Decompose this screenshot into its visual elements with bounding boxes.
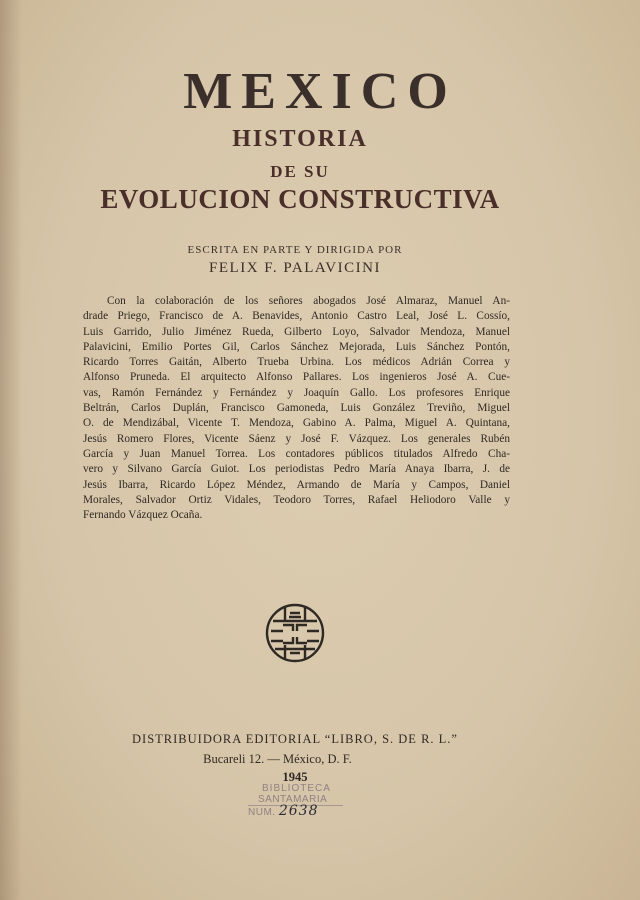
title-line-de-su: DE SU — [270, 162, 330, 181]
body-line: Con la colaboración de los señores abogados José Almaraz, Manuel An- — [107, 295, 510, 307]
stamp-number-row — [248, 803, 368, 819]
title-line-historia: HISTORIA — [232, 126, 368, 152]
stamp-handwritten-number: 2638 — [278, 803, 319, 819]
body-line: Ricardo Torres Gaitán, Alberto Trueba Urbina. Los médicos Adrián Correa y — [83, 356, 510, 369]
library-stamp — [248, 783, 368, 818]
body-line: vero y Silvano García Guiot. Los periodistas Pedro María Anaya Ibarra, J. de — [83, 463, 510, 476]
body-line: drade Priego, Francisco de A. Benavides, Antonio Castro Leal, José L. Cossío, — [83, 310, 510, 323]
body-line: Beltrán, Carlos Duplán, Francisco Gamoneda, Luis González Treviño, Miguel — [83, 402, 510, 415]
byline: ESCRITA EN PARTE Y DIRIGIDA POR — [187, 244, 403, 256]
publisher-address: Bucareli 12. — México, D. F. — [203, 752, 352, 766]
body-line: Jesús Ibarra, Ricardo López Méndez, Armando de María y Campos, Daniel — [83, 478, 510, 491]
author-name: FELIX F. PALAVICINI — [209, 260, 381, 276]
body-line: Fernando Vázquez Ocaña. — [83, 509, 203, 522]
title-main: MEXICO — [183, 63, 457, 120]
body-line: Alfonso Pruneda. El arquitecto Alfonso Pallares. Los ingenieros José A. Cue- — [83, 371, 510, 384]
publication-year: 1945 — [282, 770, 308, 784]
collaborators-paragraph — [83, 294, 510, 523]
stamp-line-santamaria: SANTAMARIA — [248, 794, 343, 806]
body-line: O. de Mendizábal, Vicente T. Mendoza, Gabino A. Palma, Miguel A. Quintana, — [83, 417, 510, 430]
body-line: Palavicini, Emilio Portes Gil, Carlos Sánchez Mejorada, Luis Sánchez Pontón, — [83, 340, 510, 353]
body-line: Luis Garrido, Julio Jiménez Rueda, Gilberto Loyo, Salvador Mendoza, Manuel — [83, 325, 510, 338]
body-line: Morales, Salvador Ortiz Vidales, Teodoro Torres, Rafael Heliodoro Valle y — [83, 493, 510, 506]
publisher-name: DISTRIBUIDORA EDITORIAL “LIBRO, S. DE R. L.” — [132, 732, 458, 746]
stamp-line-biblioteca: BIBLIOTECA — [262, 783, 331, 794]
body-line: García y Juan Manuel Torrea. Los contadores públicos titulados Alfredo Cha- — [83, 447, 510, 460]
body-line: Jesús Romero Flores, Vicente Sáenz y José F. Vázquez. Los generales Rubén — [83, 432, 510, 445]
stamp-num-label: NUM. — [248, 807, 276, 818]
body-line: vas, Ramón Fernández y Fernández y Joaquín Gallo. Los profesores Enrique — [83, 386, 510, 399]
publisher-emblem-icon — [263, 601, 327, 665]
title-line-evolucion: EVOLUCION CONSTRUCTIVA — [100, 184, 500, 214]
